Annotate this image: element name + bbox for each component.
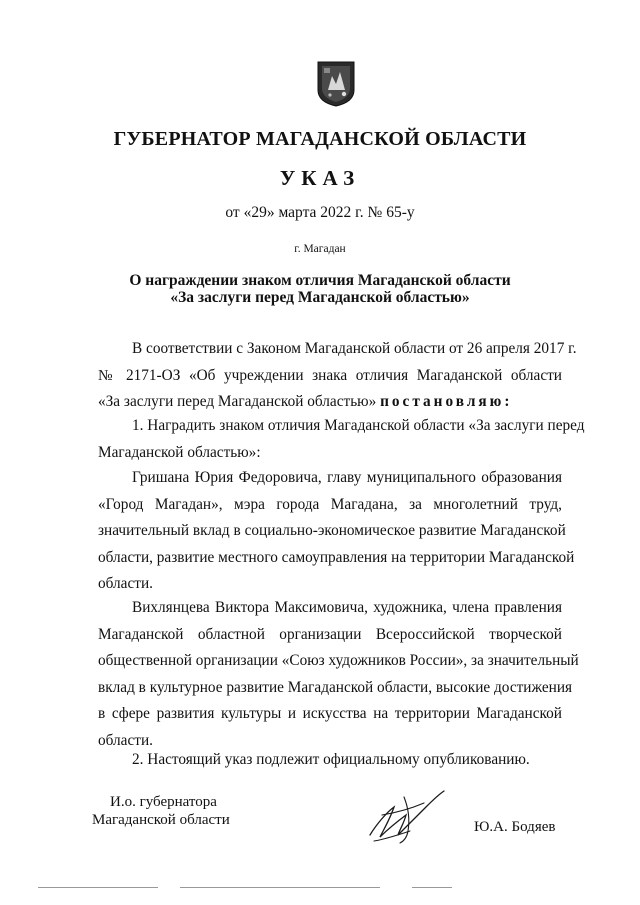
- bottom-rule-right: [412, 887, 452, 888]
- awardee1-line-3: значительный вклад в социально-экономическое развитие Магаданской: [98, 522, 566, 539]
- resolve-word: постановляю: [380, 393, 505, 410]
- awardee1-line-4: области, развитие местного самоуправления на территории Магаданской: [98, 548, 575, 566]
- signatory-position-line-1: И.о. губернатора: [110, 794, 217, 810]
- bottom-rule-middle: [180, 887, 380, 888]
- awardee2-line-6: области.: [98, 731, 153, 749]
- decree-subject: [0, 272, 640, 306]
- preamble-line-2: № 2171-ОЗ «Об учреждении знака отличия Магаданской области: [98, 366, 562, 384]
- item1-line-1: 1. Наградить знаком отличия Магаданской области «За заслуги перед: [132, 417, 585, 434]
- awardee2-line-4: вклад в культурное развитие Магаданской области, высокие достижения: [98, 678, 573, 696]
- magadan-coat-of-arms-icon: [316, 60, 356, 108]
- date-number-line: от «29» марта 2022 г. № 65-у: [225, 204, 415, 221]
- signatory-position-line-2: Магаданской области: [92, 812, 230, 828]
- awardee1-line-2: «Город Магадан», мэра города Магадана, за многолетний труд,: [98, 495, 562, 513]
- awardee2-line-1: Вихлянцева Виктора Максимовича, художника, члена правления: [132, 599, 562, 616]
- resolve-colon: :: [504, 393, 510, 410]
- awardee1-line-1: Гришана Юрия Федоровича, главу муниципального образования: [132, 469, 562, 486]
- awardee2-line-5: в сфере развития культуры и искусства на территории Магаданской: [98, 705, 562, 722]
- paragraph-preamble: [98, 336, 577, 416]
- item2-line-1: 2. Настоящий указ подлежит официальному опубликованию.: [132, 751, 530, 768]
- paragraph-item-1: [98, 413, 585, 466]
- awardee2-line-2: Магаданской областной организации Всероссийской творческой: [98, 625, 562, 643]
- item1-line-2: Магаданской областью»:: [98, 443, 261, 461]
- decree-heading: УКАЗ: [279, 166, 361, 190]
- handwritten-signature: [364, 785, 448, 847]
- governor-title: ГУБЕРНАТОР МАГАДАНСКОЙ ОБЛАСТИ: [113, 128, 527, 150]
- bottom-rule-left: [38, 887, 158, 888]
- paragraph-awardee-1: [98, 465, 575, 598]
- signatory-position: [92, 793, 230, 829]
- subject-line-2: «За заслуги перед Магаданской областью»: [170, 289, 470, 306]
- paragraph-awardee-2: [98, 595, 579, 754]
- preamble-line-3-text: «За заслуги перед Магаданской областью»: [98, 393, 381, 410]
- awardee1-line-5: области.: [98, 575, 153, 592]
- city-line: г. Магадан: [294, 243, 346, 255]
- awardee2-line-3: общественной организации «Союз художников России», за значительный: [98, 652, 579, 669]
- preamble-line-3: [98, 389, 562, 416]
- paragraph-item-2: [98, 747, 562, 774]
- subject-line-1: О награждении знаком отличия Магаданской области: [129, 272, 511, 289]
- preamble-line-1: В соответствии с Законом Магаданской области от 26 апреля 2017 г.: [132, 340, 577, 357]
- signatory-name: Ю.А. Бодяев: [474, 819, 556, 835]
